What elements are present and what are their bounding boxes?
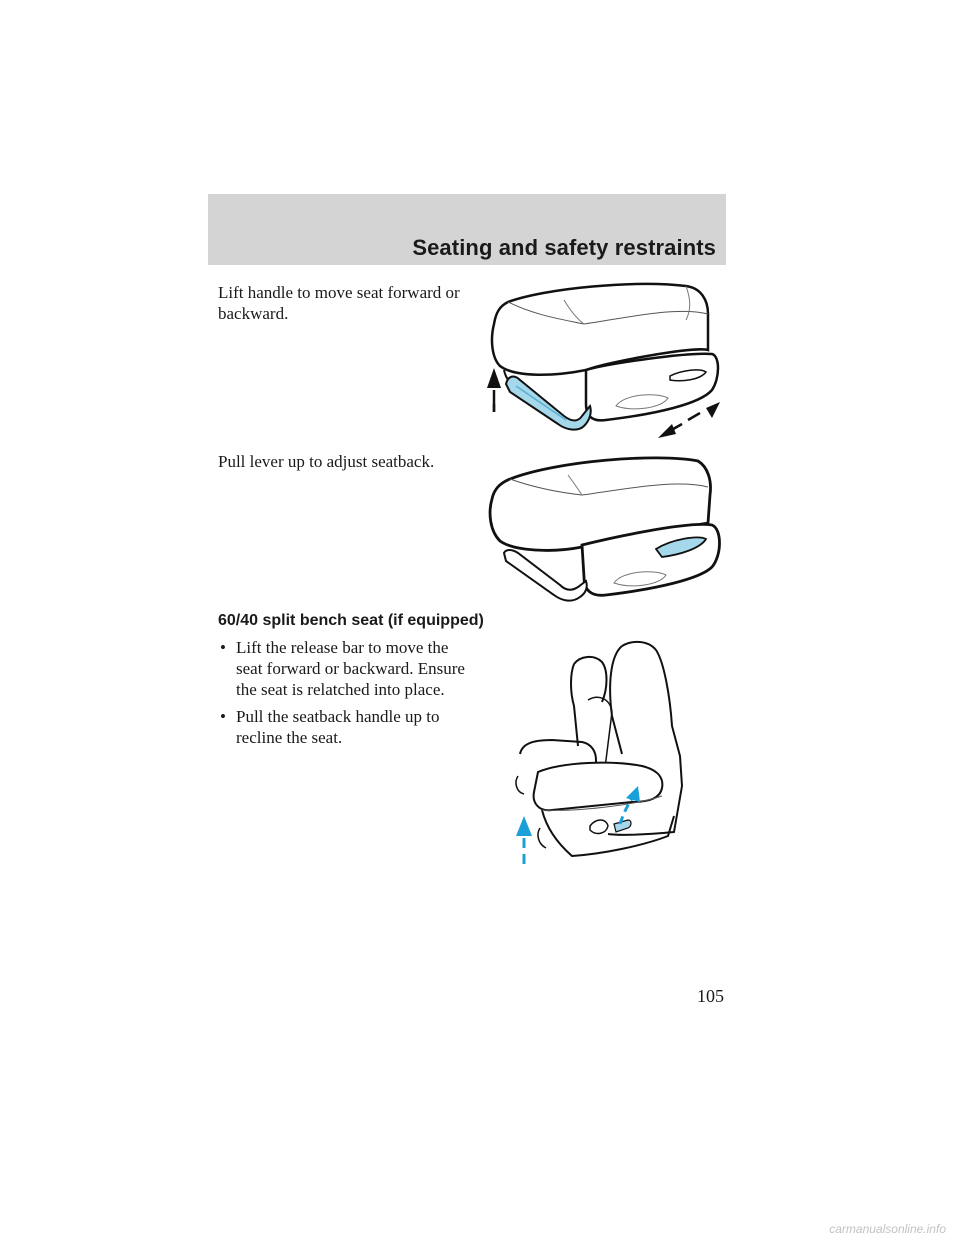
instruction-list [218,637,478,754]
paragraph-seat-handle [218,282,460,324]
paragraph-line: backward. [218,304,289,323]
bullet-symbol: • [220,707,226,726]
split-bench-seat-illustration [512,636,690,868]
page-number: 105 [697,986,724,1006]
list-item-line: Pull the seatback handle up to [236,707,440,726]
list-item [218,706,478,748]
bullet-symbol: • [220,638,226,657]
subheading-split-bench: 60/40 split bench seat (if equipped) [218,612,484,629]
paragraph-line: Pull lever up to adjust seatback. [218,452,435,471]
list-item-line: Lift the release bar to move the [236,638,449,657]
list-item-line: recline the seat. [236,728,343,747]
paragraph-line: Lift handle to move seat forward or [218,283,460,302]
list-item [218,637,478,700]
watermark: carmanualsonline.info [829,1222,946,1236]
section-header-band [208,194,726,265]
list-item-line: the seat is relatched into place. [236,680,445,699]
seatback-lever-illustration [486,455,726,605]
section-title: Seating and safety restraints [412,235,716,260]
paragraph-seatback-lever [218,451,434,472]
seat-track-handle-illustration [486,280,726,440]
list-item-line: seat forward or backward. Ensure [236,659,465,678]
